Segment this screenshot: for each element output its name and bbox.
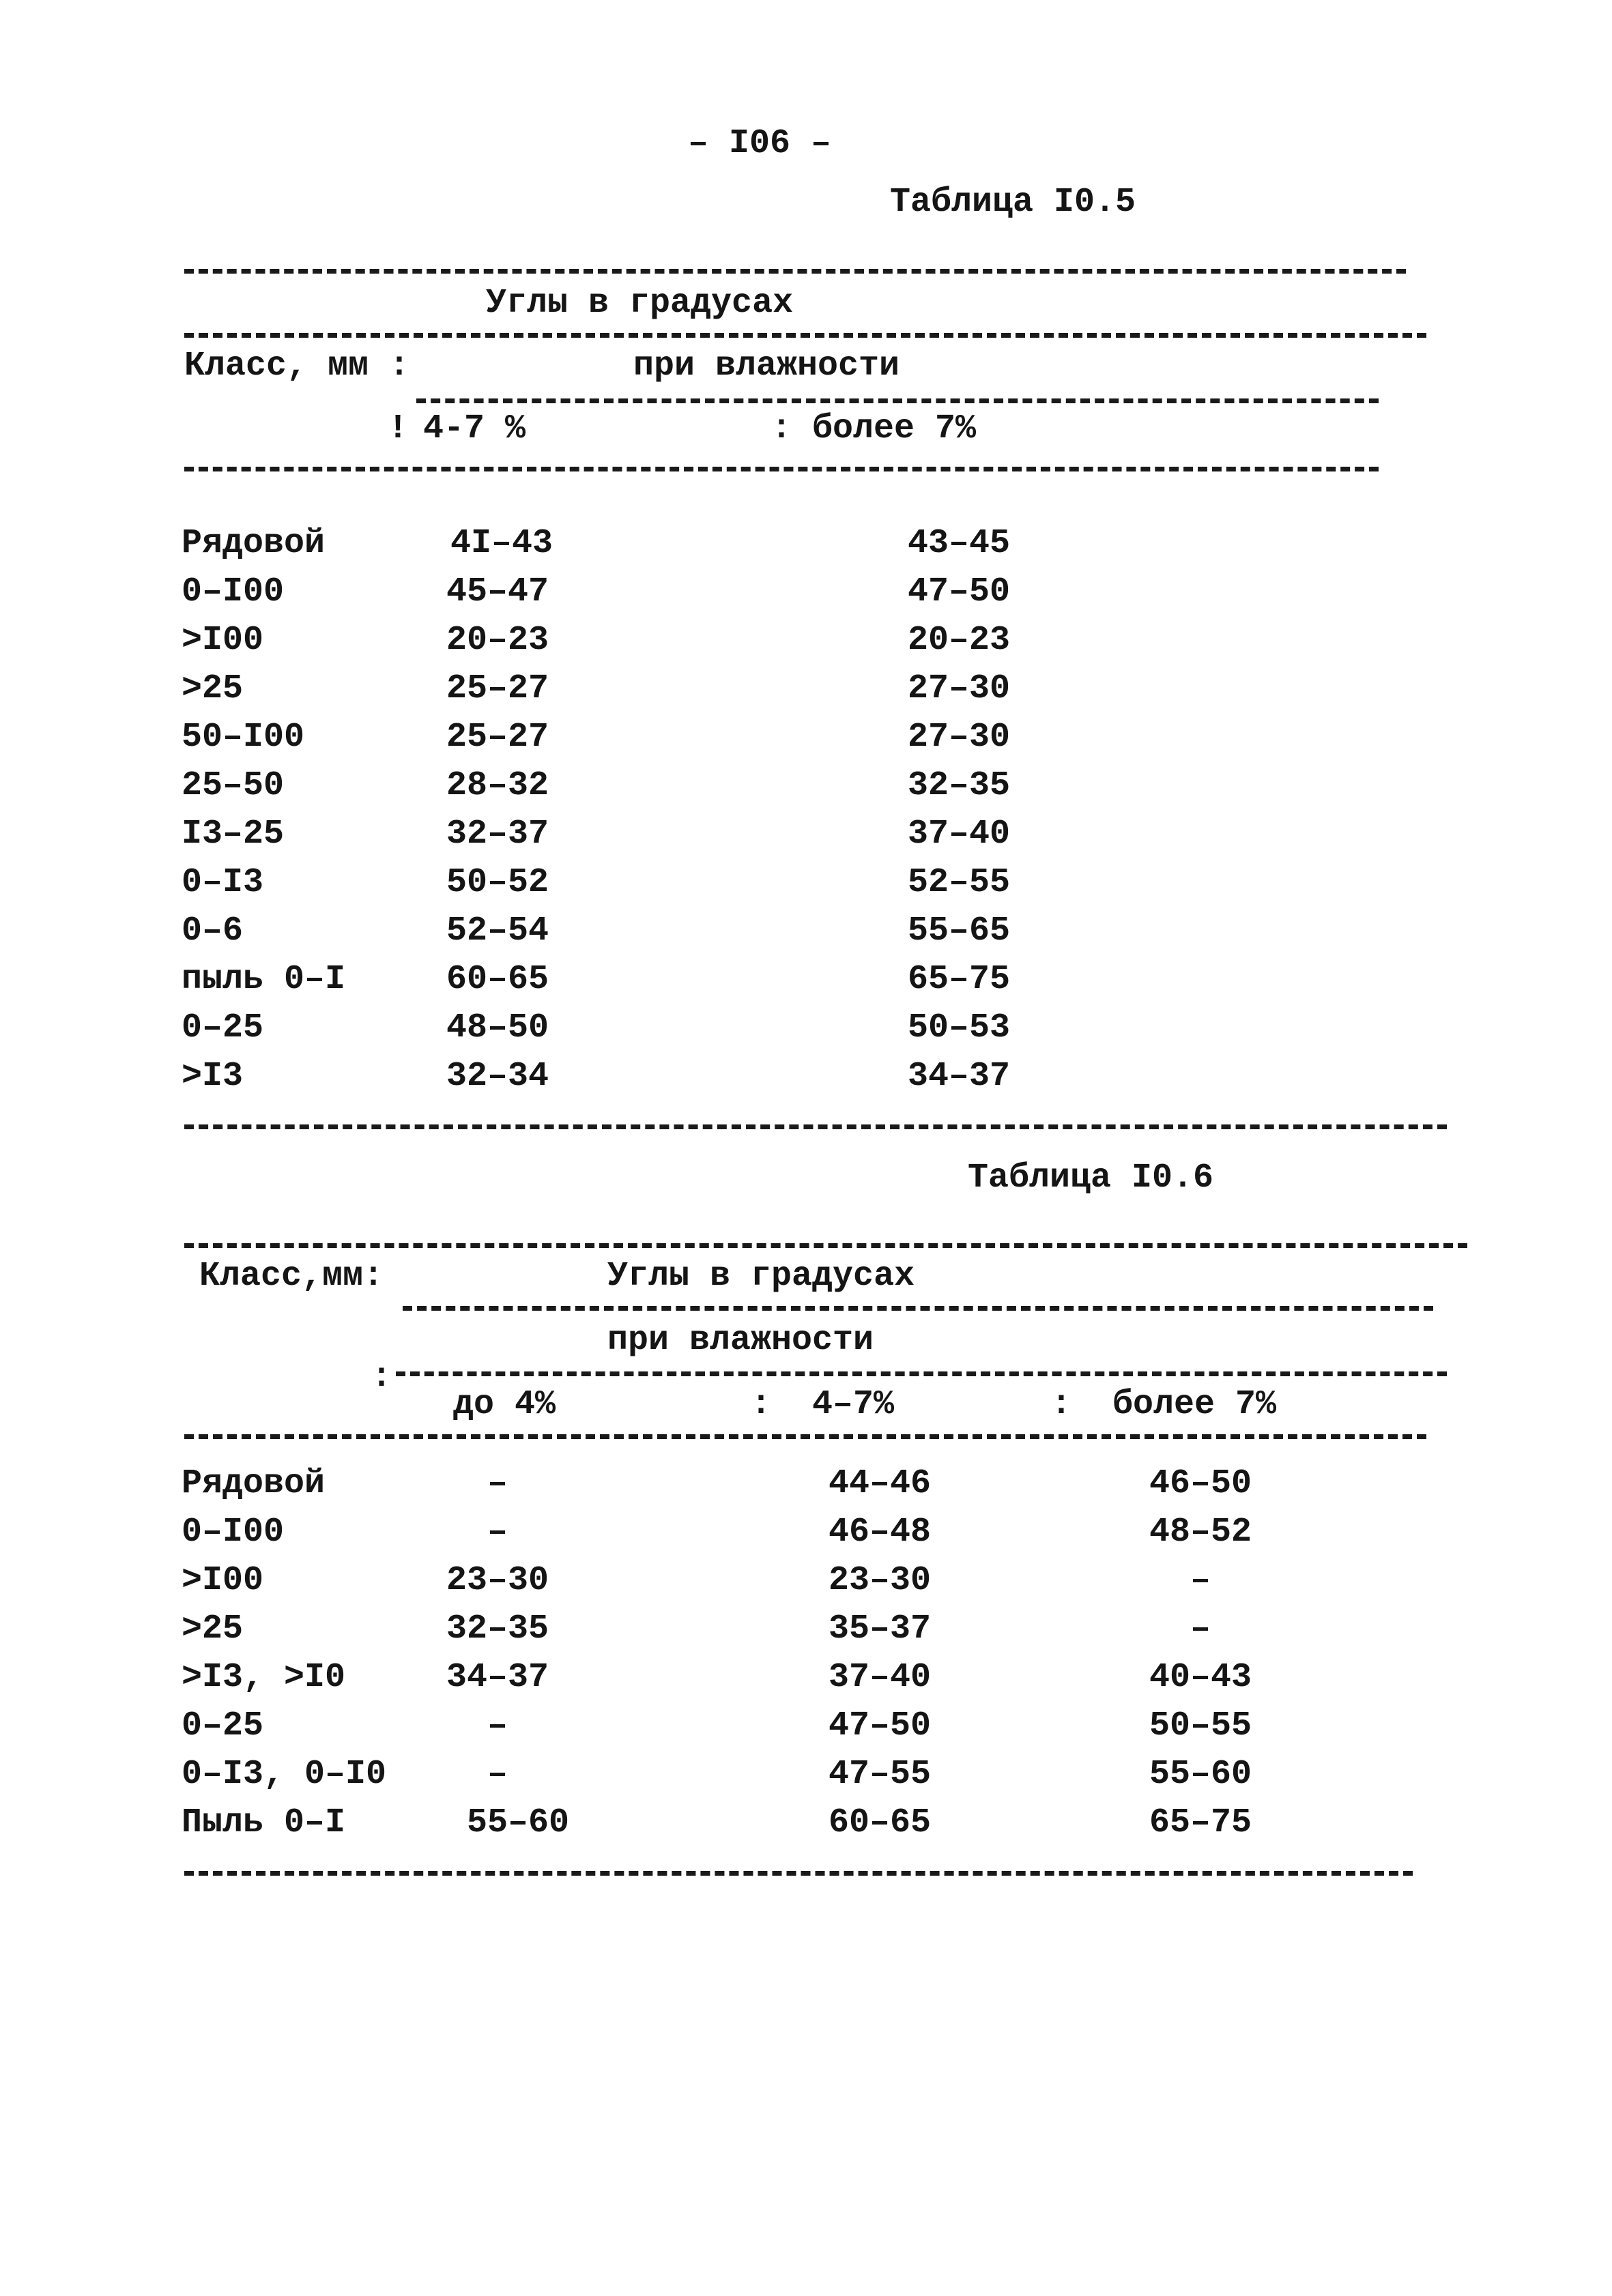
class-cell: >I3, >I0 xyxy=(182,1658,346,1697)
table-10-5-rule-2 xyxy=(184,333,1426,338)
value-cell: 47–55 xyxy=(829,1755,932,1794)
value-cell: 28–32 xyxy=(446,766,549,805)
value-cell: 23–30 xyxy=(446,1561,549,1600)
value-cell: 55–60 xyxy=(1149,1755,1252,1794)
value-cell: 32–37 xyxy=(446,815,549,854)
value-cell: 52–55 xyxy=(908,863,1011,902)
table-10-5-bottom-rule xyxy=(184,1124,1447,1129)
value-cell: 55–60 xyxy=(467,1803,570,1842)
value-cell: 50–52 xyxy=(446,863,549,902)
table-10-5-col2-header: : более 7% xyxy=(771,409,977,448)
class-cell: 0–6 xyxy=(182,912,244,950)
value-cell: 60–65 xyxy=(446,960,549,999)
value-cell: 46–48 xyxy=(829,1513,932,1552)
table-10-6-class-header: Класс,мм: xyxy=(199,1257,384,1296)
table-10-6-header-colon: : xyxy=(371,1358,392,1397)
table-10-6-moisture-header: при влажности xyxy=(607,1321,874,1360)
value-cell: 23–30 xyxy=(829,1561,932,1600)
value-cell: – xyxy=(1190,1561,1211,1600)
table-10-6-col3-header: : более 7% xyxy=(1051,1385,1277,1424)
class-cell: Рядовой xyxy=(182,524,326,563)
table-10-6-col2-header: : 4–7% xyxy=(751,1385,895,1424)
class-cell: Рядовой xyxy=(182,1464,326,1503)
class-cell: 0–I00 xyxy=(182,1513,285,1552)
value-cell: – xyxy=(487,1513,508,1552)
value-cell: 20–23 xyxy=(446,621,549,660)
table-10-5-header-rule xyxy=(184,467,1379,471)
class-cell: 0–25 xyxy=(182,1706,264,1745)
class-cell: >I00 xyxy=(182,1561,264,1600)
value-cell: 37–40 xyxy=(908,815,1011,854)
table-10-5-col1-marker: ! xyxy=(388,409,409,448)
value-cell: 43–45 xyxy=(908,524,1011,563)
value-cell: 27–30 xyxy=(908,718,1011,757)
class-cell: 0–25 xyxy=(182,1008,264,1047)
table-10-5-class-header: Класс, мм : xyxy=(184,347,410,386)
value-cell: 4I–43 xyxy=(450,524,553,563)
value-cell: – xyxy=(487,1464,508,1503)
table-10-6-bottom-rule xyxy=(184,1871,1413,1876)
value-cell: 32–35 xyxy=(446,1610,549,1648)
value-cell: 25–27 xyxy=(446,718,549,757)
class-cell: I3–25 xyxy=(182,815,285,854)
value-cell: 34–37 xyxy=(908,1057,1011,1096)
value-cell: – xyxy=(1190,1610,1211,1648)
table-10-6-angles-header: Углы в градусах xyxy=(607,1257,915,1296)
value-cell: 47–50 xyxy=(908,572,1011,611)
table-10-6-col1-header: до 4% xyxy=(453,1385,556,1424)
value-cell: 65–75 xyxy=(1149,1803,1252,1842)
table-10-6-rule-2 xyxy=(403,1306,1433,1311)
table-10-6-title: Таблица I0.6 xyxy=(968,1159,1214,1197)
table-10-5-title: Таблица I0.5 xyxy=(890,183,1136,222)
table-10-5-col1-header: 4-7 % xyxy=(423,409,526,448)
class-cell: пыль 0–I xyxy=(182,960,346,999)
value-cell: 47–50 xyxy=(829,1706,932,1745)
page-number: – I06 – xyxy=(688,124,832,163)
value-cell: 32–34 xyxy=(446,1057,549,1096)
class-cell: 0–I00 xyxy=(182,572,285,611)
class-cell: >25 xyxy=(182,669,244,708)
value-cell: 34–37 xyxy=(446,1658,549,1697)
table-10-5-top-rule xyxy=(184,269,1406,274)
table-10-5-moisture-header: при влажности xyxy=(633,347,900,386)
class-cell: >25 xyxy=(182,1610,244,1648)
class-cell: 0–I3, 0–I0 xyxy=(182,1755,387,1794)
table-10-6-header-rule xyxy=(184,1434,1426,1439)
value-cell: 20–23 xyxy=(908,621,1011,660)
value-cell: – xyxy=(487,1755,508,1794)
value-cell: 48–52 xyxy=(1149,1513,1252,1552)
class-cell: >I00 xyxy=(182,621,264,660)
value-cell: 50–53 xyxy=(908,1008,1011,1047)
table-10-5-rule-3 xyxy=(416,398,1379,403)
value-cell: 65–75 xyxy=(908,960,1011,999)
value-cell: 37–40 xyxy=(829,1658,932,1697)
class-cell: 50–I00 xyxy=(182,718,305,757)
value-cell: 50–55 xyxy=(1149,1706,1252,1745)
value-cell: 25–27 xyxy=(446,669,549,708)
class-cell: Пыль 0–I xyxy=(182,1803,346,1842)
value-cell: 48–50 xyxy=(446,1008,549,1047)
class-cell: 25–50 xyxy=(182,766,285,805)
value-cell: 55–65 xyxy=(908,912,1011,950)
table-10-5-angles-header: Углы в градусах xyxy=(486,284,794,323)
value-cell: 35–37 xyxy=(829,1610,932,1648)
table-10-6-rule-3 xyxy=(396,1371,1447,1376)
value-cell: 60–65 xyxy=(829,1803,932,1842)
value-cell: 46–50 xyxy=(1149,1464,1252,1503)
value-cell: 40–43 xyxy=(1149,1658,1252,1697)
class-cell: >I3 xyxy=(182,1057,244,1096)
value-cell: 45–47 xyxy=(446,572,549,611)
value-cell: 27–30 xyxy=(908,669,1011,708)
table-10-6-top-rule xyxy=(184,1243,1467,1248)
value-cell: 52–54 xyxy=(446,912,549,950)
value-cell: 44–46 xyxy=(829,1464,932,1503)
value-cell: 32–35 xyxy=(908,766,1011,805)
value-cell: – xyxy=(487,1706,508,1745)
class-cell: 0–I3 xyxy=(182,863,264,902)
